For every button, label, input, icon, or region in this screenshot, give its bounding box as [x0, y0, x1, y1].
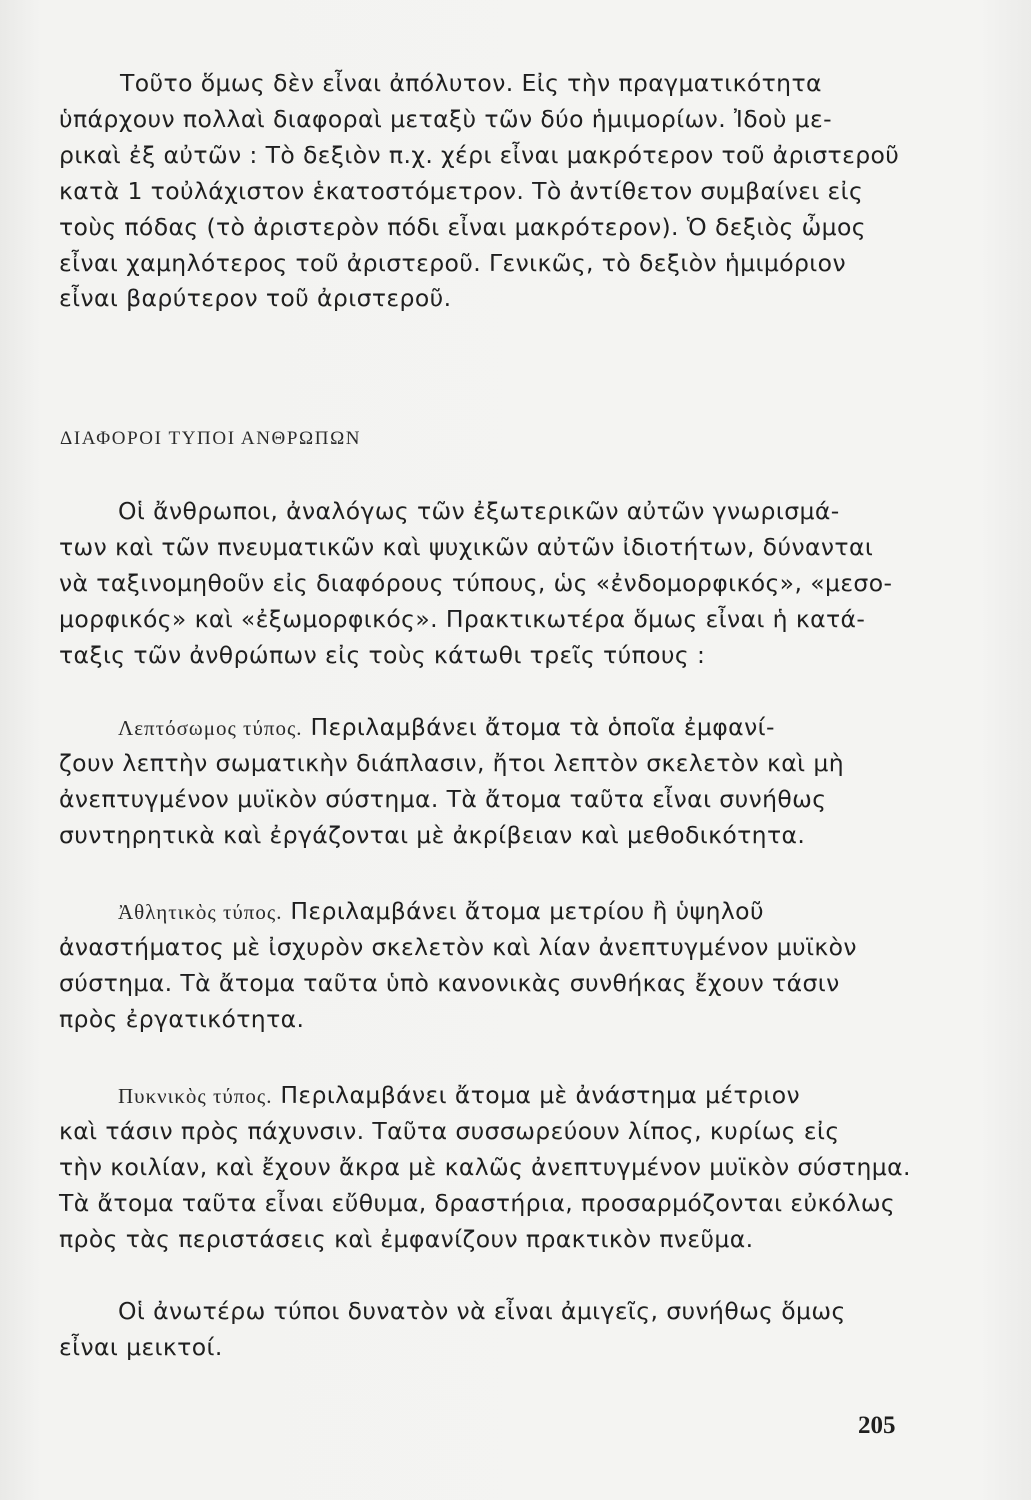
- text-line: μορφικός» καὶ «ἐξωμορφικός». Πρακτικωτέρα ὅμως εἶναι ἡ κατά-: [59, 605, 866, 633]
- text-run: Περιλαμβάνει ἄτομα μετρίου ἢ ὑψηλοῦ: [290, 897, 764, 925]
- text-line: καὶ τάσιν πρὸς πάχυνσιν. Ταῦτα συσσωρεύουν λίπος, κυρίως εἰς: [59, 1117, 840, 1145]
- type-heading-athletikos: Ἀθλητικὸς τύπος.: [118, 900, 283, 924]
- text-line: εἶναι βαρύτερον τοῦ ἀριστεροῦ.: [59, 284, 452, 312]
- text-line: Οἱ ἄνθρωποι, ἀναλόγως τῶν ἐξωτερικῶν αὐτῶν γνωρισμά-: [118, 497, 840, 525]
- text-line: σύστημα. Τὰ ἄτομα ταῦτα ὑπὸ κανονικὰς συνθήκας ἔχουν τάσιν: [59, 969, 840, 997]
- text-run: Περιλαμβάνει ἄτομα τὰ ὁποῖα ἐμφανί-: [310, 713, 775, 741]
- text-line: τὴν κοιλίαν, καὶ ἔχουν ἄκρα μὲ καλῶς ἀνεπτυγμένον μυϊκὸν σύστημα.: [59, 1153, 911, 1181]
- text-line: ζουν λεπτὴν σωματικὴν διάπλασιν, ἤτοι λεπτὸν σκελετὸν καὶ μὴ: [59, 749, 844, 777]
- text-line: ὑπάρχουν πολλαὶ διαφοραὶ μεταξὺ τῶν δύο ἡμιμορίων. Ἰδοὺ με-: [59, 105, 833, 133]
- text-line: πρὸς τὰς περιστάσεις καὶ ἐμφανίζουν πρακτικὸν πνεῦμα.: [59, 1225, 754, 1253]
- type-heading-leptosomos: Λεπτόσωμος τύπος.: [118, 716, 303, 740]
- text-line: νὰ ταξινομηθοῦν εἰς διαφόρους τύπους, ὡς «ἐνδομορφικός», «μεσο-: [59, 569, 893, 597]
- text-line: των καὶ τῶν πνευματικῶν καὶ ψυχικῶν αὐτῶν ἰδιοτήτων, δύνανται: [59, 533, 874, 561]
- text-line: Τοῦτο ὅμως δὲν εἶναι ἀπόλυτον. Εἰς τὴν πραγματικότητα: [120, 69, 822, 97]
- text-line: ἀναστήματος μὲ ἰσχυρὸν σκελετὸν καὶ λίαν ἀνεπτυγμένον μυϊκὸν: [59, 933, 857, 961]
- text-line: ρικαὶ ἐξ αὐτῶν : Τὸ δεξιὸν π.χ. χέρι εἶναι μακρότερον τοῦ ἀριστεροῦ: [59, 141, 900, 169]
- text-line: εἶναι μεικτοί.: [59, 1333, 223, 1361]
- text-line: Τὰ ἄτομα ταῦτα εἶναι εὔθυμα, δραστήρια, προσαρμόζονται εὐκόλως: [59, 1189, 896, 1217]
- text-line: συντηρητικὰ καὶ ἐργάζονται μὲ ἀκρίβειαν καὶ μεθοδικότητα.: [59, 821, 806, 849]
- text-line: εἶναι χαμηλότερος τοῦ ἀριστεροῦ. Γενικῶς, τὸ δεξιὸν ἡμιμόριον: [59, 249, 846, 277]
- text-line: Οἱ ἀνωτέρω τύποι δυνατὸν νὰ εἶναι ἀμιγεῖς, συνήθως ὅμως: [118, 1297, 846, 1325]
- text-line: ταξις τῶν ἀνθρώπων εἰς τοὺς κάτωθι τρεῖς τύπους :: [59, 641, 706, 669]
- page-number: 205: [858, 1412, 896, 1439]
- text-line: τοὺς πόδας (τὸ ἀριστερὸν πόδι εἶναι μακρότερον). Ὁ δεξιὸς ὦμος: [59, 213, 866, 241]
- section-heading: ΔΙΑΦΟΡΟΙ ΤΥΠΟΙ ΑΝΘΡΩΠΩΝ: [60, 428, 362, 449]
- text-line: [118, 713, 775, 741]
- text-run: Περιλαμβάνει ἄτομα μὲ ἀνάστημα μέτριον: [280, 1081, 801, 1109]
- text-line: [118, 1081, 801, 1109]
- text-line: [118, 897, 764, 925]
- type-heading-pyknikos: Πυκνικὸς τύπος.: [118, 1084, 273, 1108]
- text-line: ἀνεπτυγμένον μυϊκὸν σύστημα. Τὰ ἄτομα ταῦτα εἶναι συνήθως: [59, 785, 827, 813]
- text-line: πρὸς ἐργατικότητα.: [59, 1005, 305, 1033]
- text-line: κατὰ 1 τοὐλάχιστον ἑκατοστόμετρον. Τὸ ἀντίθετον συμβαίνει εἰς: [59, 177, 864, 205]
